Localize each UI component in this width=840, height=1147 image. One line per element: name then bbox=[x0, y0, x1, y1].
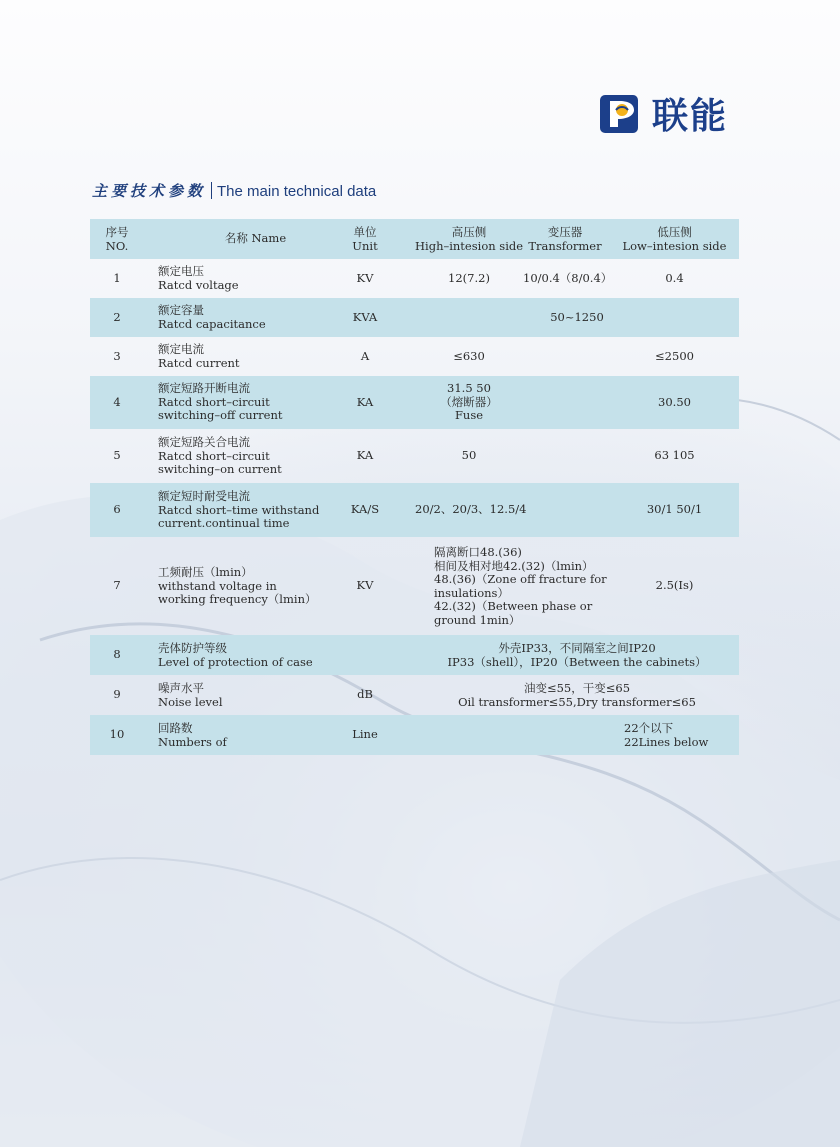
cell-text-line: A bbox=[360, 349, 370, 363]
cell-text-line: 1 bbox=[113, 271, 121, 285]
cell-text-line: Unit bbox=[352, 238, 378, 253]
parameter-name bbox=[158, 642, 343, 669]
section-title-en: The main technical data bbox=[217, 183, 377, 200]
parameter-name bbox=[158, 682, 343, 709]
header-no bbox=[90, 226, 144, 253]
cell-text-line: switching–on current bbox=[158, 462, 282, 476]
table-row bbox=[90, 715, 739, 755]
section-title bbox=[92, 180, 376, 201]
high-side-value bbox=[415, 382, 523, 423]
lianneng-logo-icon bbox=[598, 91, 644, 137]
cell-text-line: current.continual time bbox=[158, 516, 290, 530]
unit bbox=[318, 311, 412, 325]
header-high bbox=[415, 226, 523, 253]
unit bbox=[318, 272, 412, 286]
unit bbox=[318, 449, 412, 463]
row-number bbox=[90, 648, 144, 662]
cell-text-line: 5 bbox=[113, 448, 121, 462]
section-title-cn: 主要技术参数 bbox=[92, 182, 207, 200]
table-row bbox=[90, 675, 739, 715]
unit bbox=[318, 350, 412, 364]
table-row bbox=[90, 376, 739, 429]
cell-text-line: 隔离断口48.(36) bbox=[434, 545, 522, 559]
cell-text-line: 3 bbox=[113, 349, 121, 363]
cell-text-line: ground 1min） bbox=[434, 612, 521, 627]
high-side-value bbox=[415, 449, 523, 463]
row-number bbox=[90, 350, 144, 364]
row-number bbox=[90, 688, 144, 702]
high-side-value bbox=[415, 350, 523, 364]
cell-text-line: 0.4 bbox=[665, 271, 684, 285]
cell-text-line: insulations） bbox=[434, 585, 509, 600]
parameter-name bbox=[158, 722, 343, 749]
cell-text-line: ≤2500 bbox=[655, 349, 694, 363]
cell-text-line: 额定电流 bbox=[158, 342, 204, 356]
low-side-value bbox=[610, 449, 739, 463]
cell-text-line: 30/1 50/1 bbox=[646, 502, 703, 516]
cell-text-line: Numbers of bbox=[158, 734, 227, 749]
low-side-value bbox=[610, 503, 739, 517]
cell-text-line: 额定短时耐受电流 bbox=[158, 489, 250, 503]
cell-text-line: 额定电压 bbox=[158, 264, 204, 278]
unit bbox=[318, 688, 412, 702]
cell-text-line: 2 bbox=[113, 310, 121, 324]
cell-text-line: 油变≤55，干变≤65 bbox=[523, 681, 631, 695]
low-side-value bbox=[624, 722, 739, 749]
brand-logo bbox=[598, 88, 728, 139]
cell-text-line: 12(7.2) bbox=[448, 271, 490, 285]
cell-text-line: Level of protection of case bbox=[158, 654, 313, 669]
table-row bbox=[90, 298, 739, 337]
cell-text-line: 31.5 50 bbox=[447, 381, 491, 395]
high-side-value bbox=[434, 546, 614, 627]
cell-text-line: KV bbox=[356, 271, 374, 285]
cell-text-line: 50 bbox=[461, 448, 477, 462]
cell-text-line: KV bbox=[356, 578, 374, 592]
cell-text-line: Ratcd short–time withstand bbox=[158, 502, 320, 517]
cell-text-line: 4 bbox=[113, 395, 121, 409]
table-row bbox=[90, 429, 739, 483]
spanning-value bbox=[415, 311, 739, 325]
table-header-row bbox=[90, 219, 739, 259]
unit bbox=[318, 728, 412, 742]
cell-text-line: 变压器 bbox=[547, 225, 583, 239]
cell-text-line: Transformer bbox=[528, 238, 602, 253]
cell-text-line: KA bbox=[356, 395, 374, 409]
cell-text-line: 额定短路关合电流 bbox=[158, 435, 250, 449]
row-number bbox=[90, 728, 144, 742]
cell-text-line: 10/0.4（8/0.4） bbox=[523, 271, 613, 285]
cell-text-line: 9 bbox=[113, 687, 121, 701]
title-divider bbox=[211, 182, 212, 199]
cell-text-line: NO. bbox=[105, 238, 129, 253]
transformer-value bbox=[523, 271, 613, 286]
cell-text-line: working frequency（lmin） bbox=[158, 592, 317, 606]
cell-text-line: Low–intesion side bbox=[622, 238, 727, 253]
cell-text-line: 序号 bbox=[105, 225, 129, 239]
cell-text-line: withstand voltage in bbox=[158, 578, 277, 593]
cell-text-line: 20/2、20/3、12.5/4 bbox=[415, 502, 527, 516]
cell-text-line: 7 bbox=[113, 578, 121, 592]
table-row bbox=[90, 635, 739, 675]
brand-name: 联能 bbox=[652, 96, 729, 137]
cell-text-line: KVA bbox=[352, 310, 378, 324]
cell-text-line: KA bbox=[356, 448, 374, 462]
low-side-value bbox=[610, 272, 739, 286]
cell-text-line: 外壳IP33，不同隔室之间IP20 bbox=[498, 641, 656, 655]
parameter-name bbox=[158, 265, 343, 292]
row-number bbox=[90, 449, 144, 463]
cell-text-line: 63 105 bbox=[654, 448, 695, 462]
cell-text-line: Ratcd current bbox=[158, 355, 240, 370]
table-row bbox=[90, 483, 739, 537]
row-number bbox=[90, 503, 144, 517]
parameter-name bbox=[158, 490, 343, 531]
cell-text-line: 50~1250 bbox=[550, 310, 604, 324]
cell-text-line: Ratcd capacitance bbox=[158, 316, 266, 331]
cell-text-line: 工频耐压（lmin） bbox=[158, 565, 253, 579]
cell-text-line: 6 bbox=[113, 502, 121, 516]
low-side-value bbox=[610, 579, 739, 593]
parameter-name bbox=[158, 304, 343, 331]
high-side-value bbox=[415, 502, 527, 517]
cell-text-line: 单位 bbox=[353, 225, 377, 239]
cell-text-line: KA/S bbox=[350, 502, 380, 516]
row-number bbox=[90, 272, 144, 286]
cell-text-line: IP33（shell），IP20（Between the cabinets） bbox=[447, 654, 707, 669]
cell-text-line: （熔断器） bbox=[440, 394, 498, 409]
unit bbox=[318, 396, 412, 410]
unit bbox=[318, 503, 412, 517]
parameter-name bbox=[158, 343, 343, 370]
cell-text-line: Ratcd short–circuit bbox=[158, 448, 270, 463]
cell-text-line: dB bbox=[357, 687, 373, 701]
cell-text-line: 8 bbox=[113, 647, 121, 661]
cell-text-line: 名称 Name bbox=[224, 231, 287, 245]
row-number bbox=[90, 579, 144, 593]
parameter-name bbox=[158, 436, 343, 477]
spanning-value bbox=[415, 682, 739, 709]
header-low bbox=[610, 226, 739, 253]
cell-text-line: Line bbox=[352, 727, 378, 741]
spanning-value bbox=[415, 642, 739, 669]
cell-text-line: 高压侧 bbox=[451, 225, 487, 239]
cell-text-line: High–intesion side bbox=[415, 238, 524, 253]
cell-text-line: 42.(32)（Between phase or bbox=[434, 599, 593, 613]
cell-text-line: Ratcd voltage bbox=[158, 277, 239, 292]
row-number bbox=[90, 396, 144, 410]
low-side-value bbox=[610, 396, 739, 410]
table-row bbox=[90, 259, 739, 298]
low-side-value bbox=[610, 350, 739, 364]
cell-text-line: 2.5(Is) bbox=[655, 578, 694, 592]
cell-text-line: 壳体防护等级 bbox=[158, 641, 227, 655]
cell-text-line: 22Lines below bbox=[624, 734, 709, 749]
cell-text-line: 回路数 bbox=[158, 721, 193, 735]
unit bbox=[318, 579, 412, 593]
cell-text-line: Oil transformer≤55,Dry transformer≤65 bbox=[458, 694, 696, 709]
cell-text-line: Fuse bbox=[454, 408, 484, 422]
cell-text-line: 低压侧 bbox=[657, 225, 692, 239]
cell-text-line: Ratcd short–circuit bbox=[158, 394, 270, 409]
parameter-name bbox=[158, 566, 343, 607]
cell-text-line: 30.50 bbox=[658, 395, 691, 409]
high-side-value bbox=[415, 272, 523, 286]
cell-text-line: 22个以下 bbox=[624, 721, 674, 735]
cell-text-line: 额定短路开断电流 bbox=[158, 381, 250, 395]
cell-text-line: 额定容量 bbox=[158, 303, 204, 317]
cell-text-line: 48.(36)（Zone off fracture for bbox=[434, 572, 607, 586]
cell-text-line: ≤630 bbox=[453, 349, 485, 363]
cell-text-line: 10 bbox=[109, 727, 125, 741]
table-row bbox=[90, 537, 739, 635]
cell-text-line: 噪声水平 bbox=[158, 681, 204, 695]
table-row bbox=[90, 337, 739, 376]
cell-text-line: 相间及相对地42.(32)（lmin） bbox=[434, 558, 594, 573]
parameter-name bbox=[158, 382, 343, 423]
cell-text-line: Noise level bbox=[158, 694, 223, 709]
header-trans bbox=[523, 226, 607, 253]
cell-text-line: switching–off current bbox=[158, 408, 283, 422]
header-unit bbox=[318, 226, 412, 253]
row-number bbox=[90, 311, 144, 325]
